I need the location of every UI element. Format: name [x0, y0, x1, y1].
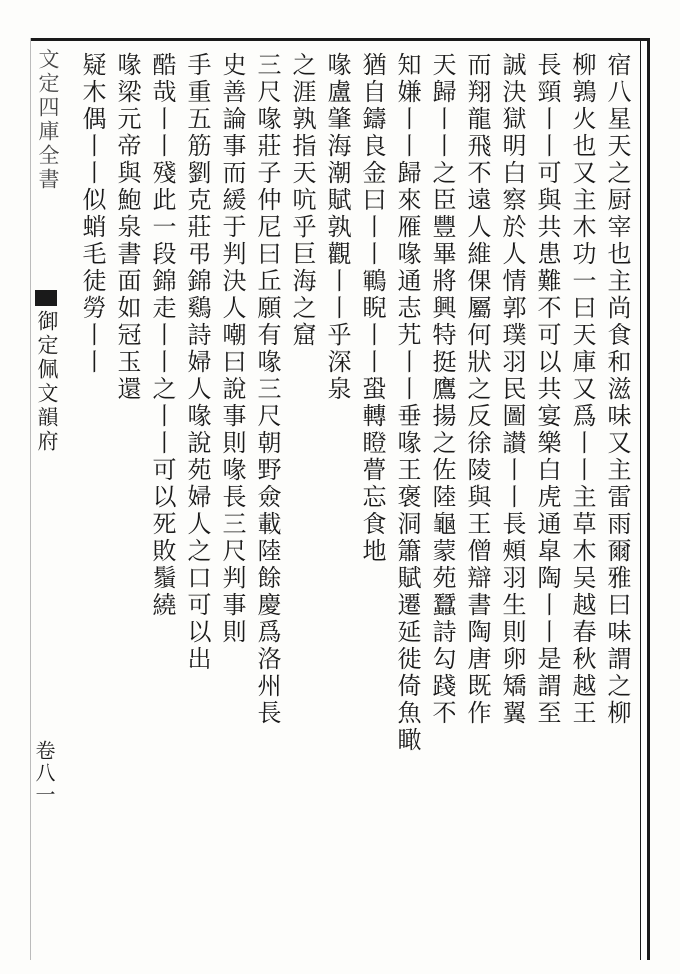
margin-top-fragment: 文定四庫全書	[36, 48, 60, 192]
text-column-6: 天歸丨丨之臣豐畢將興特挺鷹揚之佐陸龜蒙苑蠶詩勾踐不	[428, 52, 456, 727]
text-column-4: 誠決獄明白察於人情郭璞羽民圖讃丨丨長頰羽生則卵矯翼	[498, 52, 526, 727]
text-column-3: 長頸丨丨可與共患難不可以共宴樂白虎通皐陶丨丨是謂至	[533, 52, 561, 727]
text-column-15: 喙梁元帝與鮑泉書面如冠玉還	[113, 52, 141, 403]
page-frame-right	[647, 38, 650, 960]
text-column-7: 知嫌丨丨歸來雁喙通志艽丨丨垂喙王褒洞簫賦遷延徙倚魚瞰	[393, 52, 421, 754]
text-column-8: 猶自鑄良金曰丨丨鶤睨丨丨蛩轉瞪瞢忘食地	[358, 52, 386, 565]
text-column-12: 史善論事而緩于判決人嘲曰說事則喙長三尺判事則	[218, 52, 246, 646]
text-column-16: 疑木偶丨丨似蛸毛徒勞丨丨	[78, 52, 106, 376]
book-title: 御定佩文韻府	[35, 310, 59, 454]
page-number: 卷八一	[32, 740, 56, 806]
text-column-1: 宿八星天之厨宰也主尚食和滋味又主雷雨爾雅曰味謂之柳	[603, 52, 631, 727]
text-column-5: 而翔龍飛不遠人維倮屬何狀之反徐陵與王僧辯書陶唐既作	[463, 52, 491, 727]
text-column-11: 三尺喙莊子仲尼曰丘願有喙三尺朝野僉載陸餘慶爲洛州長	[253, 52, 281, 727]
fishtail-mark	[35, 290, 57, 306]
text-column-2: 柳鶉火也又主木功一曰天庫又爲丨丨主草木吴越春秋越王	[568, 52, 596, 727]
text-column-9: 喙盧肇海潮賦孰觀丨丨乎深泉	[323, 52, 351, 403]
text-column-14: 酷哉丨丨殘此一段錦走丨丨之丨丨可以死敗鬚繞	[148, 52, 176, 619]
text-column-13: 手重五筋劉克莊弔錦鷄詩婦人喙說苑婦人之口可以出	[183, 52, 211, 673]
page-frame-inner-right	[640, 41, 641, 960]
page-frame-top	[30, 38, 650, 41]
text-column-10: 之涯孰指天吭乎巨海之窟	[288, 52, 316, 349]
